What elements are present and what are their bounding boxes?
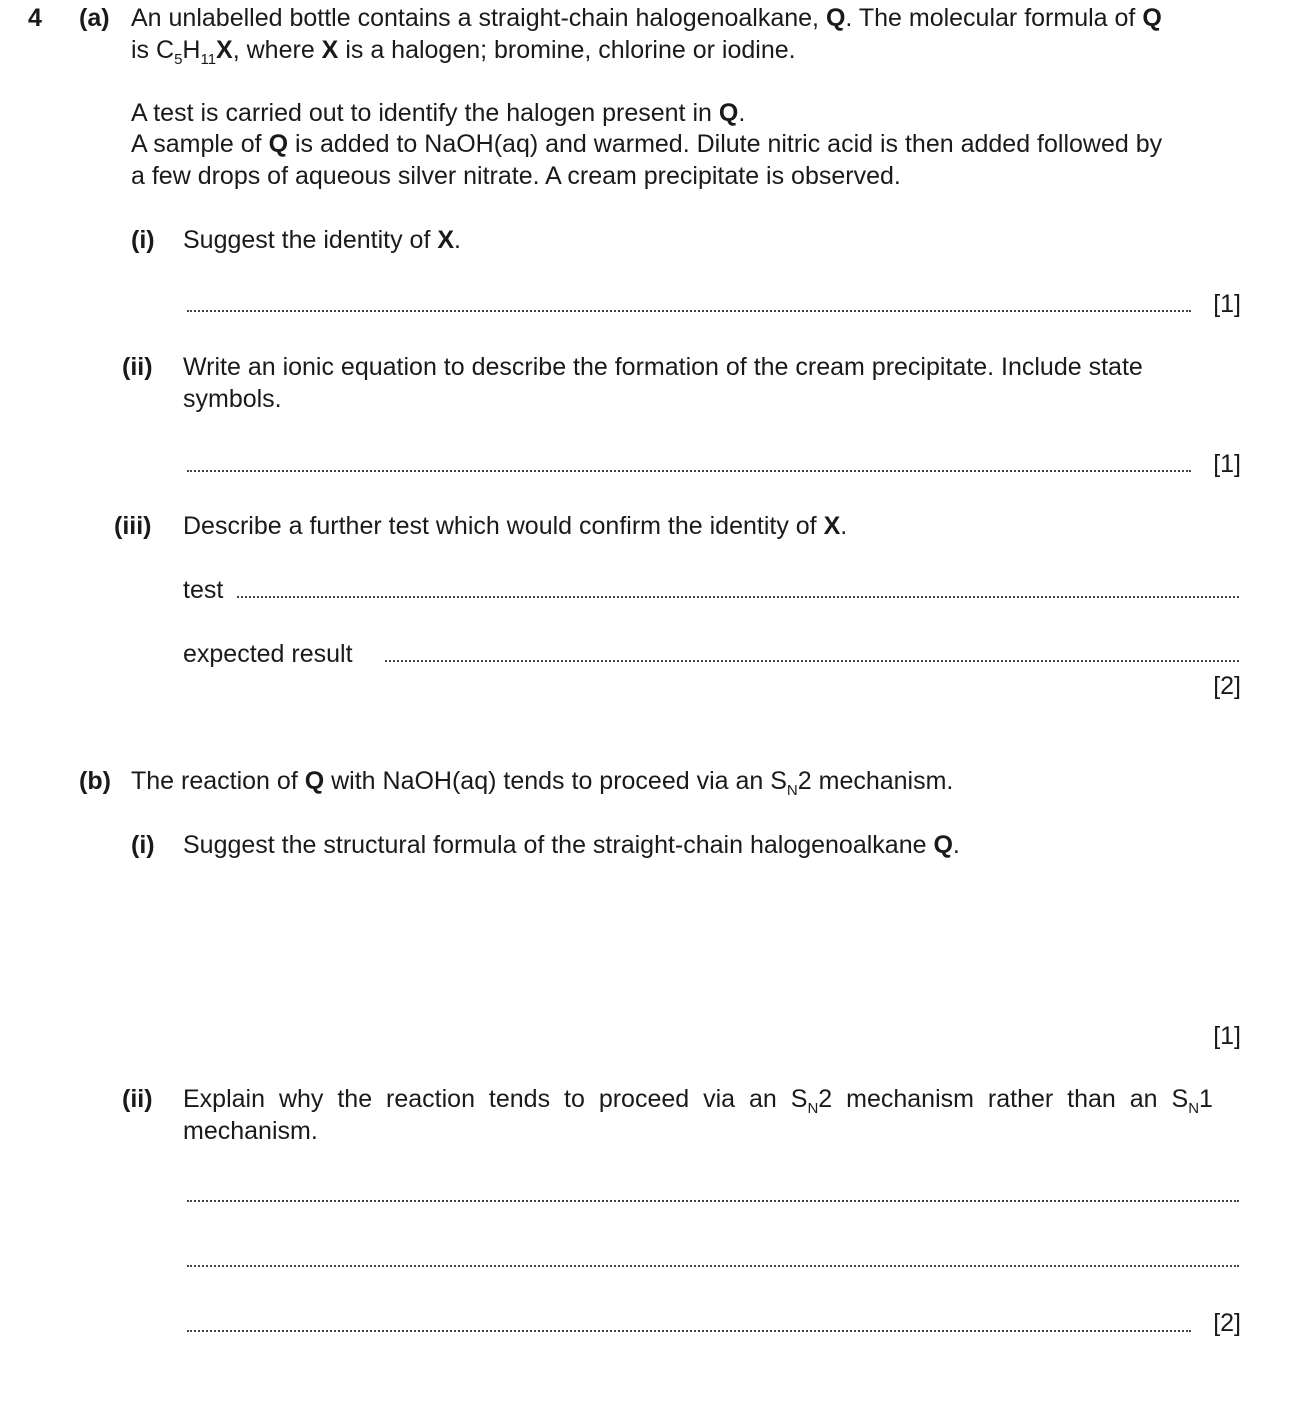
part-a-i-label: (i) — [131, 226, 155, 254]
answer-line-b-ii-1[interactable] — [187, 1200, 1239, 1202]
question-number: 4 — [28, 4, 42, 32]
test-label: test — [183, 576, 224, 604]
mark-a-i: [1] — [1213, 290, 1241, 318]
answer-space-b-i[interactable] — [183, 870, 1183, 1010]
part-a-ii-question-line2: symbols. — [183, 385, 282, 413]
part-b-ii-question-line1: Explain why the reaction tends to proceed via an $S_N2$ mechanism rather than an $S_N1$ — [183, 1085, 1213, 1117]
answer-line-expected-result[interactable] — [385, 660, 1239, 662]
part-a-iii-question: Describe a further test which would confirm the identity of X. — [183, 512, 848, 540]
part-a-i-question: Suggest the identity of X. — [183, 226, 461, 254]
answer-line-b-ii-2[interactable] — [187, 1265, 1239, 1267]
part-b-ii-question-line2: mechanism. — [183, 1117, 318, 1145]
part-a-ii-label: (ii) — [122, 353, 153, 381]
mark-a-ii: [1] — [1213, 450, 1241, 478]
test-description-line3: a few drops of aqueous silver nitrate. A cream precipitate is observed. — [131, 162, 901, 190]
answer-line-a-ii[interactable] — [187, 470, 1191, 472]
part-b-i-label: (i) — [131, 831, 155, 859]
part-a-ii-question-line1: Write an ionic equation to describe the formation of the cream precipitate. Include state — [183, 353, 1143, 381]
part-b-ii-label: (ii) — [122, 1085, 153, 1113]
part-a-iii-label: (iii) — [114, 512, 152, 540]
part-a-label: (a) — [79, 4, 110, 32]
part-b-intro: The reaction of Q with NaOH(aq) tends to proceed via an $S_N2$ mechanism. — [131, 767, 954, 799]
answer-line-a-i[interactable] — [187, 310, 1191, 312]
mark-b-i: [1] — [1213, 1022, 1241, 1050]
part-b-label: (b) — [79, 767, 111, 795]
expected-result-label: expected result — [183, 640, 353, 668]
part-a-intro-line2: is $C_5H_{11}X$, where X is a halogen; bromine, chlorine or iodine. — [131, 36, 796, 68]
test-description-line2: A sample of Q is added to NaOH(aq) and warmed. Dilute nitric acid is then added followed by — [131, 130, 1163, 158]
answer-line-test[interactable] — [237, 596, 1239, 598]
part-a-intro-line1: An unlabelled bottle contains a straight-chain halogenoalkane, Q. The molecular formula of Q — [131, 4, 1162, 32]
part-b-i-question: Suggest the structural formula of the straight-chain halogenoalkane Q. — [183, 831, 960, 859]
mark-b-ii: [2] — [1213, 1309, 1241, 1337]
mark-a-iii: [2] — [1213, 672, 1241, 700]
answer-line-b-ii-3[interactable] — [187, 1330, 1191, 1332]
test-description-line1: A test is carried out to identify the halogen present in Q. — [131, 99, 746, 127]
